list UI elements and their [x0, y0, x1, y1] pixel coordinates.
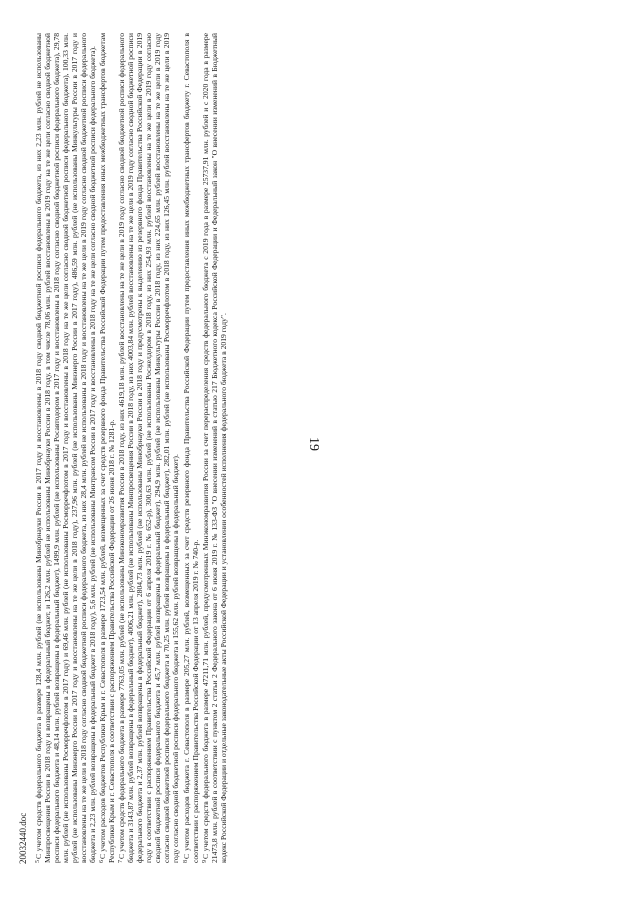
footnote-9	[201, 33, 228, 863]
footnote-5	[34, 33, 97, 863]
footnote-marker: 6	[99, 860, 106, 863]
footnote-text: С учетом расходов бюджетов Республики Крым и г. Севастополя в размере 1723,54 млн. рублей, возмещенных за счет средств резервного фонда Правительства Российской Федерации путем предоставления иных межбюджетных трансфертов бюджетам Республики Крым и г. Севастополя в соответствии с распоряжением Правительства Российской Федерации от 26 июня 2018 г. № 1281-р.	[98, 33, 117, 863]
page-number: 19	[306, 437, 321, 451]
footnote-text: С учетом средств федерального бюджета в размере 47211,71 млн. рублей, предусмотренных Минэкономразвития России за счет перераспределения средств федерального бюджета с 2019 года в размере 25737,91 млн. рублей и с 2020 года в размере 21473,8 млн. рублей в соответствии с пунктом 2 статьи 2 Федерального закона от 6 июня 2019 г. № 133-ФЗ "О внесении изменений в статью 217 Бюджетного кодекса Российской Федерации и Федеральный закон "О внесении изменений в Бюджетный кодекс Российской Федерации и отдельные законодательные акты Российской Федерации и установлении особенностей исполнения федерального бюджета в 2019 году".	[200, 33, 228, 863]
footnote-8	[182, 33, 200, 863]
footnote-text: С учетом расходов бюджета г. Севастополя в размере 205,27 млн. рублей, возмещенных за счет средств резервного фонда Правительства Российской Федерации путем предоставления иных межбюджетных трансфертов бюджету г. Севастополя в соответствии с распоряжением Правительства Российской Федерации от 13 апреля 2019 г. № 740-р.	[181, 33, 200, 863]
footnote-marker: 5	[35, 860, 41, 863]
footnote-marker: 8	[182, 860, 189, 863]
footnote-6	[98, 33, 116, 863]
footnote-7	[117, 33, 180, 863]
document-code: 20032440.doc	[18, 812, 28, 864]
footnote-marker: 9	[201, 860, 208, 863]
footnote-marker: 7	[118, 860, 125, 863]
footnotes-block	[34, 33, 474, 863]
footnote-text: С учетом средств федерального бюджета в размере 128,4 млн. рублей (не использованы Минобрнауки России в 2017 году и восстановлены в 2018 году сводной бюджетной росписи федерального бюджета, из них 2,23 млн. рублей не использованы Минпросвещения России в 2018 году и возвращены в федеральный бюджет, и 126,2 млн. рублей не использованы Минобрнауки России в 2018 году, в том числе 78,06 млн. рублей восстановлены в 2019 году на те же цели согласно сводной бюджетной росписи федерального бюджета и 48,14 млн. рублей возвращены в федеральный бюджет), 1499,9 млн. рублей (не использованы Росавтодором в 2017 году и восстановлены в 2018 году согласно сводной бюджетной росписи федерального бюджета), 29,78 млн. рублей (не использованы Росморречфлотом в 2017 году) и 69,46 млн. рублей (не использованы Росморречфлотом в 2017 году и восстановлены в 2018 году на те же цели согласно сводной бюджетной росписи федерального бюджета), 100,33 млн. рублей (не использованы Минэнерго России в 2017 году и восстановлены на те же цели в 2018 году), 237,96 млн. рублей (не использованы Минэнерго России в 2017 году), 486,59 млн. рублей (не использованы Минкультуры России в 2017 году и восстановлены на те же цели в 2018 году согласно сводной бюджетной росписи федерального бюджета, из них 28,4 млн. рублей не использованы в 2018 году и восстановлены на те же цели в 2019 году согласно сводной бюджетной росписи федерального бюджета и 2,23 млн. рублей возвращены в федеральный бюджет в 2018 году), 5,6 млн. рублей (не использованы Минтрансом России в 2017 году и восстановлены в 2018 году на те же цели согласно сводной бюджетной росписи федерального бюджета).	[34, 33, 98, 863]
footnote-text: С учетом средств федерального бюджета в размере 7763,05 млн. рублей (не использованы Минэкономразвития России в 2018 году, из них 4619,18 млн. рублей восстановлены на те же цели в 2019 году согласно сводной бюджетной росписи федерального бюджета и 3143,87 млн. рублей возвращены в федеральный бюджет), 4006,21 млн. рублей (не использованы Минпросвещения России в 2018 году, из них 4003,84 млн. рублей восстановлены на те же цели в 2019 году согласно сводной бюджетной росписи федерального бюджета и 2,37 млн. рублей возвращены в федеральный бюджет), 2804,73 млн. рублей (не использованы Минобрнауки России в 2018 году и предусмотрены к выделению из резервного фонда Правительства Российской Федерации в 2019 году в соответствии с распоряжением Правительства Российской Федерации от 6 апреля 2019 г. № 652-р), 300,63 млн. рублей (не использованы Росжелдором в 2018 году, из них 254,93 млн. рублей восстановлены на те же цели в 2019 году согласно сводной бюджетной росписи федерального бюджета и 45,7 млн. рублей возвращены в федеральный бюджет), 294,9 млн. рублей (не использованы Минкультуры России в 2018 году, из них 224,65 млн. рублей восстановлены на те же цели в 2019 году согласно сводной бюджетной росписи федерального бюджета и 70,25 млн. рублей возвращены в федеральный бюджет), 282,01 млн. рублей (не использованы Росморречфлотом в 2018 году, из них 126,45 млн. рублей восстановлены на те же цели в 2019 году согласно сводной бюджетной росписи федерального бюджета и 155,62 млн. рублей возвращены в федеральный бюджет).	[117, 33, 181, 863]
